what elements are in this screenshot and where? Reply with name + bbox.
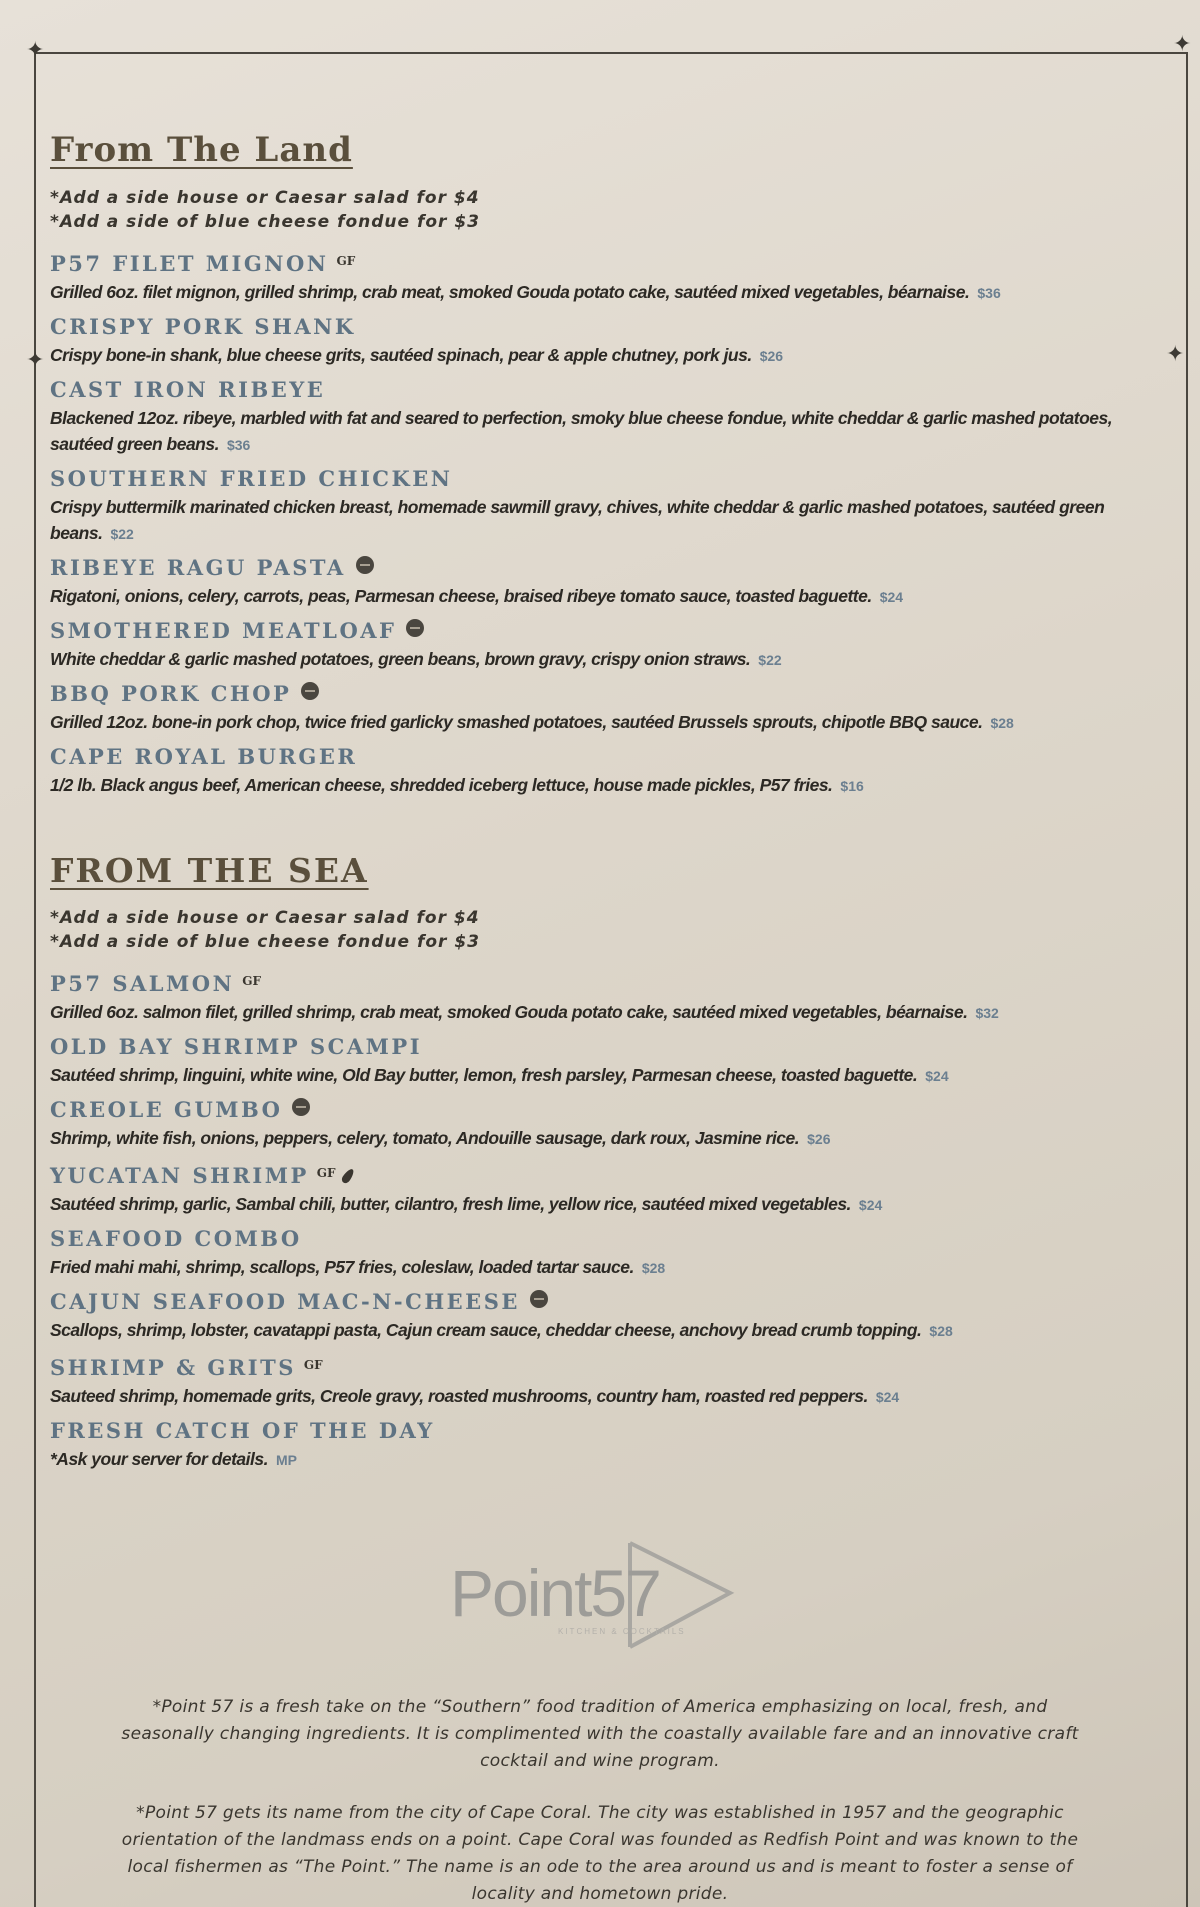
item-price: $24 [858,1197,883,1213]
point57-logo [450,1535,750,1655]
menu-item [50,312,1150,369]
item-price: $26 [807,1131,831,1147]
item-name [50,1416,1150,1446]
item-description-text: Shrimp, white fish, onions, peppers, celery, tomato, Andouille sausage, dark roux, Jasmine rice. [50,1128,800,1148]
gluten-free-tag: GF [336,254,356,268]
item-name [50,1224,1150,1254]
menu-item [50,1416,1150,1473]
item-description [50,1317,1150,1344]
item-description [50,1125,1150,1152]
item-name-text: FRESH CATCH OF THE DAY [50,1418,435,1443]
item-description-text: Rigatoni, onions, celery, carrots, peas, Parmesan cheese, braised ribeye tomato sauce, toasted baguette. [50,586,872,606]
new-badge-icon [406,619,424,637]
item-price: $36 [977,285,1001,301]
item-name [50,679,1150,709]
item-name-text: SOUTHERN FRIED CHICKEN [50,466,453,491]
item-description-text: White cheddar & garlic mashed potatoes, green beans, brown gravy, crispy onion straws. [50,649,751,669]
item-name-text: P57 FILET MIGNON [50,251,329,276]
logo-subtitle: KITCHEN & COCKTAILS [558,1627,686,1636]
star-ornament-icon: ✦ [1166,342,1185,367]
item-name [50,616,1150,646]
logo-text: Point57 [450,1556,660,1630]
item-price: $28 [929,1323,953,1339]
item-description [50,494,1150,547]
item-price: $22 [110,526,134,542]
item-name-text: OLD BAY SHRIMP SCAMPI [50,1034,423,1059]
section-title-sea: FROM THE SEA [50,851,369,890]
item-price: $24 [879,589,904,605]
item-description [50,999,1150,1026]
item-name [50,966,1150,999]
item-description [50,279,1150,306]
item-description [50,342,1150,369]
sea-items [50,966,1150,1473]
item-description-text: Sautéed shrimp, linguini, white wine, Old Bay butter, lemon, fresh parsley, Parmesan cheese, toasted baguette. [50,1065,918,1085]
menu-item [50,966,1150,1026]
star-ornament-icon: ✦ [1173,32,1192,57]
item-price: $24 [925,1068,949,1084]
menu-content [50,130,1150,1479]
item-name-text: YUCATAN SHRIMP [50,1163,309,1188]
item-name [50,742,1150,772]
item-name [50,1350,1150,1383]
gluten-free-tag: GF [242,974,262,988]
menu-item [50,616,1150,673]
item-description [50,1191,1150,1218]
item-description [50,405,1150,458]
item-description [50,1446,1150,1473]
menu-item [50,742,1150,799]
star-ornament-icon: ✦ [26,38,45,63]
menu-item [50,553,1150,610]
item-name [50,312,1150,342]
about-paragraph-2: *Point 57 gets its name from the city of Cape Coral. The city was established in 1957 and the geographic orientation of the landmass ends on a point. Cape Coral was founded as Redfish Point and was known to the local fishermen as “The Point.” The name is an ode to the area around us and is meant to foster a sense of locality and hometown pride. [121,1803,1079,1904]
menu-item [50,1032,1150,1089]
item-price: $26 [759,348,784,364]
item-price: $24 [875,1389,900,1405]
chili-icon [340,1167,356,1185]
section-title-land: From The Land [50,130,353,170]
menu-item [50,1158,1150,1218]
item-description [50,646,1150,673]
gluten-free-tag: GF [303,1358,323,1372]
note-fondue: *Add a side of blue cheese fondue for $3 [50,212,481,232]
land-items [50,246,1150,799]
item-description-text: Scallops, shrimp, lobster, cavatappi pasta, Cajun cream sauce, cheddar cheese, anchovy bread crumb topping. [50,1320,922,1340]
item-name-text: CRISPY PORK SHANK [50,314,356,339]
item-description [50,583,1150,610]
menu-item [50,464,1150,547]
menu-item [50,1350,1150,1410]
item-name [50,1287,1150,1317]
item-price: $22 [758,652,782,668]
item-name-text: SMOTHERED MEATLOAF [50,618,397,643]
new-badge-icon [292,1098,310,1116]
item-price: $28 [990,715,1014,731]
item-name-text: SHRIMP & GRITS [50,1355,296,1380]
item-description-text: Grilled 12oz. bone-in pork chop, twice fried garlicky smashed potatoes, sautéed Brussels sprouts, chipotle BBQ sauce. [50,712,983,732]
item-description-text: Grilled 6oz. salmon filet, grilled shrimp, crab meat, smoked Gouda potato cake, sautéed mixed vegetables, béarnaise. [50,1002,968,1022]
item-description [50,1383,1150,1410]
menu-item [50,1095,1150,1152]
item-price: $32 [975,1005,999,1021]
item-name [50,1095,1150,1125]
item-name-text: RIBEYE RAGU PASTA [50,555,346,580]
item-description-text: 1/2 lb. Black angus beef, American cheese, shredded iceberg lettuce, house made pickles, P57 fries. [50,775,833,795]
item-name [50,246,1150,279]
item-description-text: *Ask your server for details. [50,1449,268,1469]
sea-notes [50,906,1150,954]
about-paragraph-1: *Point 57 is a fresh take on the “Southern” food tradition of America emphasizing on local, fresh, and seasonally changing ingredients. It is complimented with the coastally available fare and an innovative craft cocktail and wine program. [121,1697,1079,1771]
menu-item [50,1287,1150,1344]
item-price: $36 [226,437,251,453]
item-description-text: Crispy bone-in shank, blue cheese grits, sautéed spinach, pear & apple chutney, pork jus. [50,345,752,365]
menu-item [50,679,1150,736]
note-salad: *Add a side house or Caesar salad for $4 [50,188,480,208]
item-name-text: BBQ PORK CHOP [50,681,292,706]
item-name [50,464,1150,494]
gluten-free-tag: GF [316,1166,336,1180]
item-description [50,1254,1150,1281]
item-price: $16 [840,778,864,794]
new-badge-icon [356,556,374,574]
item-name-text: CREOLE GUMBO [50,1097,283,1122]
item-name-text: CAPE ROYAL BURGER [50,744,358,769]
menu-item [50,1224,1150,1281]
star-ornament-icon: ✦ [26,348,45,373]
item-name [50,553,1150,583]
land-notes [50,186,1150,234]
item-description [50,1062,1150,1089]
item-description [50,772,1150,799]
item-name [50,375,1150,405]
item-name [50,1032,1150,1062]
sea-section [50,851,1150,1473]
item-description-text: Grilled 6oz. filet mignon, grilled shrimp, crab meat, smoked Gouda potato cake, sautéed mixed vegetables, béarnaise. [50,282,970,302]
note-salad: *Add a side house or Caesar salad for $4 [50,908,480,928]
menu-item [50,246,1150,306]
item-description-text: Sautéed shrimp, garlic, Sambal chili, butter, cilantro, fresh lime, yellow rice, sautéed mixed vegetables. [50,1194,851,1214]
item-description-text: Fried mahi mahi, shrimp, scallops, P57 fries, coleslaw, loaded tartar sauce. [50,1257,634,1277]
item-name-text: CAST IRON RIBEYE [50,377,326,402]
land-section [50,130,1150,799]
new-badge-icon [530,1290,548,1308]
item-description-text: Blackened 12oz. ribeye, marbled with fat and seared to perfection, smoky blue cheese fondue, white cheddar & garlic mashed potatoes, sautéed green beans. [50,408,1113,454]
menu-item [50,375,1150,458]
item-description [50,709,1150,736]
item-price: $28 [641,1260,666,1276]
note-fondue: *Add a side of blue cheese fondue for $3 [50,932,481,952]
item-name-text: SEAFOOD COMBO [50,1226,302,1251]
item-description-text: Sauteed shrimp, homemade grits, Creole gravy, roasted mushrooms, country ham, roasted red peppers. [50,1386,868,1406]
item-name-text: P57 SALMON [50,971,235,996]
item-description-text: Crispy buttermilk marinated chicken breast, homemade sawmill gravy, chives, white cheddar & garlic mashed potatoes, sautéed green beans. [50,497,1105,543]
item-price: MP [275,1452,297,1468]
item-name [50,1158,1150,1191]
new-badge-icon [301,682,319,700]
item-name-text: CAJUN SEAFOOD MAC-N-CHEESE [50,1289,520,1314]
